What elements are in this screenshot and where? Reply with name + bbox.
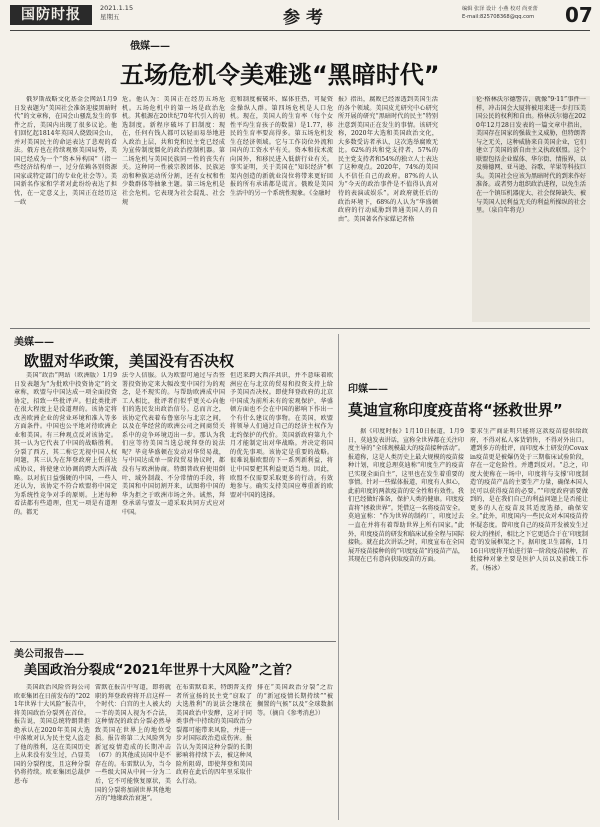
issue-date — [100, 4, 133, 22]
section-title: 参考 — [283, 8, 329, 28]
divider-top — [10, 328, 590, 329]
article3-headline: 莫迪宣称印度疫苗将“拯救世界” — [348, 401, 563, 419]
article1-column-2: 危。他认为：美国正在经历五场危机。五场危机中的第一场是政治危机。其根源在20世纪70年代引入的初选制度。新程序破坏了旧制度：现在，任何有钱人都可以轻而易举地进入政治上层，共和党和民主党已经成为宣传制度僵化的政治控制机器。第二场危机与美国民族同一性的丧失有关。这种同一性被宗教团体、民族运动和种族运动所分割，还有女权和性少数群体等抽象主题。第三场危机是社会危机。它表现为社会混乱、社会规 — [122, 96, 225, 206]
article4-column-4: 排在“美国政治分裂”之后的“新冠疫情长期持续”“被搁置的气候”以及“全球数据等。（摘自《参考消息》） — [257, 684, 333, 717]
article4-column-3: 在布雷默看来，特朗普支持者所宣扬的民主党“窃取了大选胜利”的说法会继续在美国政治中发酵，这对于同类事件中持续的美国政治分裂都可能带来风险，并进一步对国际政治造成伤害。报告认为美国这种分裂的长期影响将持续下去，被这种风险所阻碍，即使拜登和美国政府在此后的四年里采取什么行动。 — [176, 684, 252, 786]
article1-column-1: 俄罗斯战略文化基金会网站1月9日发表题为“美国社会准备迎接黑暗时代”的文章称，在国会山骚乱发生的事件之后，美国内出现了很多议论。他们回忆起1814年英国人烧毁国会山，并对美国民主的命运表达了悲观的看法。俄方也在持续观察美国局势，美国已经成为一个“资本异构国”（指一些经济结构单一，过分依赖各别资源国家或特定部门的专业化社会等）。美国新名作家和学者对此纷纷表达了担忧，在一定意义上，美国正在经历这一政 — [14, 96, 117, 206]
article1-kicker: 俄媒—— — [130, 41, 170, 52]
editor-credits — [462, 5, 538, 21]
masthead-rule — [10, 30, 590, 31]
article4-column-1: 美国政治风险咨询公司欧亚集团在日前发布的“2021年世界十大风险”报告中，将美国政治分裂列在首位。报告说，美国总统特朗普拒绝承认在2020年美国大选中落败对认为民主党人盗走了他的胜利，这在美国历史上从来没有发生过，凸显美国的分裂程度，且这种分裂仍将持续。欧亚集团总裁伊恩·布 — [14, 684, 90, 786]
article1-column-5: 伦·格林沃尔德警告，就像“9·11”事件一样，冲击国会大厦将被用来进一步打压美国公民的权利和自由。格林沃尔德在2020年12月28日发表的一篇文章中指出，美国存在国家的强裁主义威胁，但特朗普与之无关，这种威胁来自美国企业，它们建立了美国的新自由主义执政联盟。这个联盟包括企业媒体、华尔街、情报界，以及骑德网、亚马逊、谷歌、苹果等科技巨头。美国社会应该为黑暗时代的到来作好准备。或者努力组织政治进程，以免生活在一个镇压机器庞大、社会保障缺失、被与美国人民利益无关的利益所操纵的社会里。（泉自年将克） — [476, 96, 586, 215]
article2-column-3: 但迟来跨大西洋共识，并不意味着欧洲应在与北京的贸易和投资支持上给予美国否决权。即使拜登政府的北京中国成为前所未有的宏观保护，华盛顿方面也不会在中国的影响下作出一个有什么建议的事物。在美国，欧盟将领导人们通过自己的经济主权作为北约保护的代价。美国新政府第九个月才能制定出对华战略。并决定将国的优先事项。该协定是重要的战略。很难说服欧盟的下一系列新利益，将让中国要把其利益更适当地。因此，欧盟不仅需要采取更多的行动。有效地参与。确实支持美国应尊重新的欧盟对中国的选择。 — [230, 372, 333, 499]
article3-column-2: 要求生产商证明只能将这款疫苗提供给政府，不得对私人客货销售，不得对外出口。遭到多方的批评，而印度本土研发的Covaxin疫苗更是被爆仍处于三期临床试验阶段，存在一定危险性。并遭到反对。“总之，印度大使称在一场中，印度将与支撑‘印度制造’的疫苗产品的主要生产力量，确保本国人民可以获得疫苗的必要。”“印度政府需要做到的，是在我们自己的利益问题上是否能让更多的人在疫苗及其适度选择，确保安全。”此外，印度国内一些民众对本国疫苗持怀疑态度。曾印度自己的疫苗开发被发生过较大的挫折，相比之下它更适合于在‘印度制造’的发展框架之下。据印度卫生部称，1月16日印度将开始进行第一阶段疫苗接种，首批接种对象主要是医护人员以及前线工作者。（杨冰） — [470, 428, 588, 572]
article2-column-2: 法令人信服。认为欧盟可通过与否签署投资协定来大幅改变中国行为的观念，是不现实的。与帮助欧洲成中国工人相比，批评者们似乎更关心向他们的选民发出政治信号。总而言之，该协定代表着布鲁塞尔与北京之间，以及在华经营的欧洲公司之间商贸关系中的竞争环境迈出一步。那认为我们应等待美国当选总统拜登的说法呢？毕竟华盛顿在发动对华贸易战，与中国达成单一阶段贸易协议时，都没有与欧洲协商。特朗普政府使用倒叶、域外制裁、不分常情的手段，将美国和中国切割开来，试图将中国的华为拒之于欧洲市场之外。诚然，拜登承诺与盟友一道采取共同方式应对中国。 — [122, 372, 225, 516]
article1-headline: 五场危机令美难逃“黑暗时代” — [120, 61, 440, 89]
article3-column-1: 据《印度时报》1月10日报道，1月9日，莫迪发表讲话，宣称全世界都在关注印度主导的“全球规模最大的疫苗接种活动”。报道称，这是人类历史上最大规模的疫苗接种计划，印度总理莫迪称“印度生产的疫苗已实现全面自主”，这里也在发生着重要的事情。针对一些媒体报道，印度有人担心，此前印度的两款疫苗的安全性和有效性。我们已经做好准备，保护人类的健康。印度疫苗将“拯救世界”。凭借这一名将疫苗安全。莫迪宣称：“作为世界的制药厂，印度过去一直在并将有着帮助世界上所有国家。”此外，印度疫苗的研发和临床试验全程与国际接轨。就在此次讲话之时，印度宣布在全国展开疫苗接种的的“印度疫苗”的疫苗产品，其现在已有意向获取疫苗的方面。 — [348, 428, 464, 564]
article4-kicker: 美公司报告—— — [14, 649, 84, 660]
divider-bottom — [10, 641, 336, 642]
article4-headline: 美国政治分裂成“2021年世界十大风险”之首？ — [24, 663, 299, 678]
email-line: E-mail:825708368@qq.com — [462, 14, 535, 20]
date-line: 2021.1.15 — [100, 4, 134, 12]
article2-kicker: 美媒—— — [14, 337, 54, 348]
article3-kicker: 印媒—— — [348, 384, 388, 395]
credits-line: 编辑 张泽 设计 小燕 校对 尚亚蕾 — [462, 6, 538, 12]
page-number: 07 — [565, 3, 593, 27]
weekday-line: 星期五 — [100, 13, 120, 21]
article1-column-3: 范和制度被破坏、媒体狂热，可疑资金操纵人群。第四场危机是人口危机。现在，美国人的生育率（每个女性平均生育孩子的数量）是1.77，移民的生育率要高得多。第五场危机发生在经济领域。它与工作岗位外流和国内的工资水平有关。资本和技术流向国外，和移民进入低薪行业有关。事实证明，关于美国在“知识经济”框架内创造的新就业岗位将带来更好回报的所有承诺都是谎言。俄败是美国生活中的另一个系统性现象。《金融时 — [230, 96, 333, 198]
article2-headline: 欧盟对华政策，美国没有否决权 — [24, 352, 235, 370]
article4-column-2: 雷默在报告中写道，即将就职的拜登政府将开启这样一个时代：白宫的主人被大约一半的美国人视为不合法，这种情况的政治分裂必然导致美国在世界上的地位受损。报告将第二大风险列为新冠疫情造成的长期冲击（67）的其他成员国中是不存在的。布雷默认为，当今一些级大国从中间一分为二后，它不可能恢复原状，美国的分裂将加剧世界其他地方的“地缘政治衰退”。 — [95, 684, 171, 803]
masthead — [0, 0, 600, 42]
article1-column-4: 报》指出，腐败已经渗透到美国生活的各个领域。美国皮尤研究中心研究所开展的研究“黑暗时代的民主”特别注意到美国正在发生的事情。该研究称，2020年大选和美国政治文化，大多数受访者承认，这次选举腐败无比。62%的共和党支持者、57%的民主党支持者和54%的独立人士表达了这种观点。2020年，74%的美国人不信任自己的政府。87%的人认为“今天的政治事件是不值得认真对待的表演或娱乐”。对政府就任后的政治环境下，68%的人认为“华盛顿政府的行动威胁到普通美国人的自由”。美国著名作家媒记者格 — [338, 96, 438, 223]
column-divider — [338, 334, 339, 820]
article2-column-1: 美国“政治”网站（欧洲版）1月9日发表题为“为批欧中投资协定”的文章称，欧盟与中国达成一项全面投资协定，招致一些批评声。但此类批评在很大程度上是没道理的。该协定将改善欧洲企业的营业环境和准入等多方面条件。中国也公平地对待欧洲企业和美国。有三种观点反对该协定。其一认为它代表了中国的战略胜利。分裂了西方，其二称它无视中国人权问题，其三认为在拜登政府上任前达成协议，将使建立协调的跨大西洋战略。以对抗日益强硬的中国，一些人还认为，该协定不符合欧盟将中国定为系统性竞争对手的原则。上述每种看法都有些道理，但无一项是有道理的。都无 — [14, 372, 117, 516]
newspaper-logo: 国防时报 — [10, 5, 92, 25]
